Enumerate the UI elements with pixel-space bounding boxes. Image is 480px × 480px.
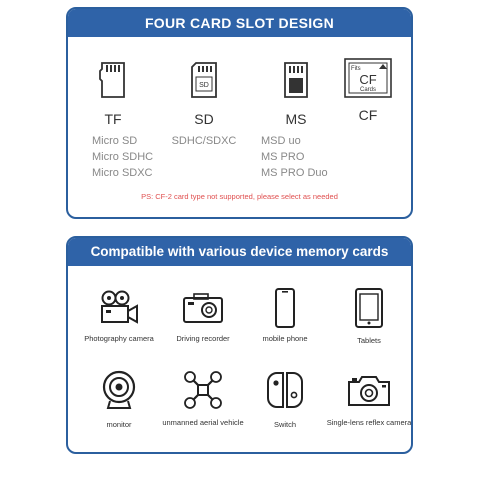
slot-ms-subs (251, 133, 341, 181)
slot-ms-sub: MS PRO Duo (261, 167, 328, 179)
support-note: PS: CF-2 card type not supported, please select as needed (141, 192, 338, 201)
slot-sd (159, 57, 249, 149)
slot-tf-sub: Micro SDHC (92, 151, 154, 163)
slot-tf-subs (68, 133, 158, 181)
slot-sd-subs (159, 133, 249, 149)
video-camera-icon (74, 288, 164, 328)
card-slot-panel (66, 7, 413, 219)
webcam-icon (74, 370, 164, 410)
compatibility-panel (66, 236, 413, 454)
slot-tf (68, 57, 158, 181)
slot-tf-name: TF (104, 111, 122, 127)
device-driving-recorder (158, 288, 248, 343)
device-tablets (324, 288, 413, 345)
device-label: Switch (273, 420, 297, 429)
device-drone (158, 370, 248, 427)
game-console-icon (240, 370, 330, 410)
slot-tf-sub: Micro SDXC (92, 167, 153, 179)
device-label: Single-lens reflex camera (326, 418, 412, 427)
device-mobile-phone (240, 288, 330, 343)
device-label: monitor (106, 420, 132, 429)
card-slot-title: FOUR CARD SLOT DESIGN (68, 9, 411, 37)
device-monitor (74, 370, 164, 429)
card-slot-list (68, 57, 411, 187)
sd-card-icon (159, 57, 249, 99)
device-photography-camera (74, 288, 164, 343)
compatibility-title: Compatible with various device memory cards (68, 238, 411, 266)
smartphone-icon (240, 288, 330, 328)
tablet-icon (324, 288, 413, 328)
device-slr-camera (324, 370, 413, 427)
cf-card-icon (323, 57, 413, 99)
slot-ms-sub: MSD uo (261, 135, 301, 147)
slot-sd-sub: SDHC/SDXC (171, 135, 237, 147)
microsd-card-icon (68, 57, 158, 99)
slot-cf (323, 57, 413, 123)
slot-ms-sub: MS PRO (261, 151, 305, 163)
device-label: Tablets (357, 336, 381, 345)
cf-fits-label: Fits (351, 66, 361, 72)
dashcam-icon (158, 288, 248, 328)
slr-camera-icon (324, 370, 413, 410)
sd-card-label: SD (199, 82, 209, 89)
device-label: unmanned aerial vehicle (162, 418, 244, 427)
slot-ms-name: MS (285, 111, 307, 127)
slot-tf-sub: Micro SD (92, 135, 138, 147)
cf-cards-label: Cards (359, 87, 377, 93)
drone-icon (158, 370, 248, 410)
slot-sd-name: SD (194, 111, 214, 127)
device-label: Driving recorder (176, 334, 230, 343)
device-label: Photography camera (84, 334, 154, 343)
slot-cf-name: CF (358, 107, 378, 123)
device-label: mobile phone (262, 334, 308, 343)
cf-big-label: CF (359, 72, 377, 87)
device-switch (240, 370, 330, 429)
